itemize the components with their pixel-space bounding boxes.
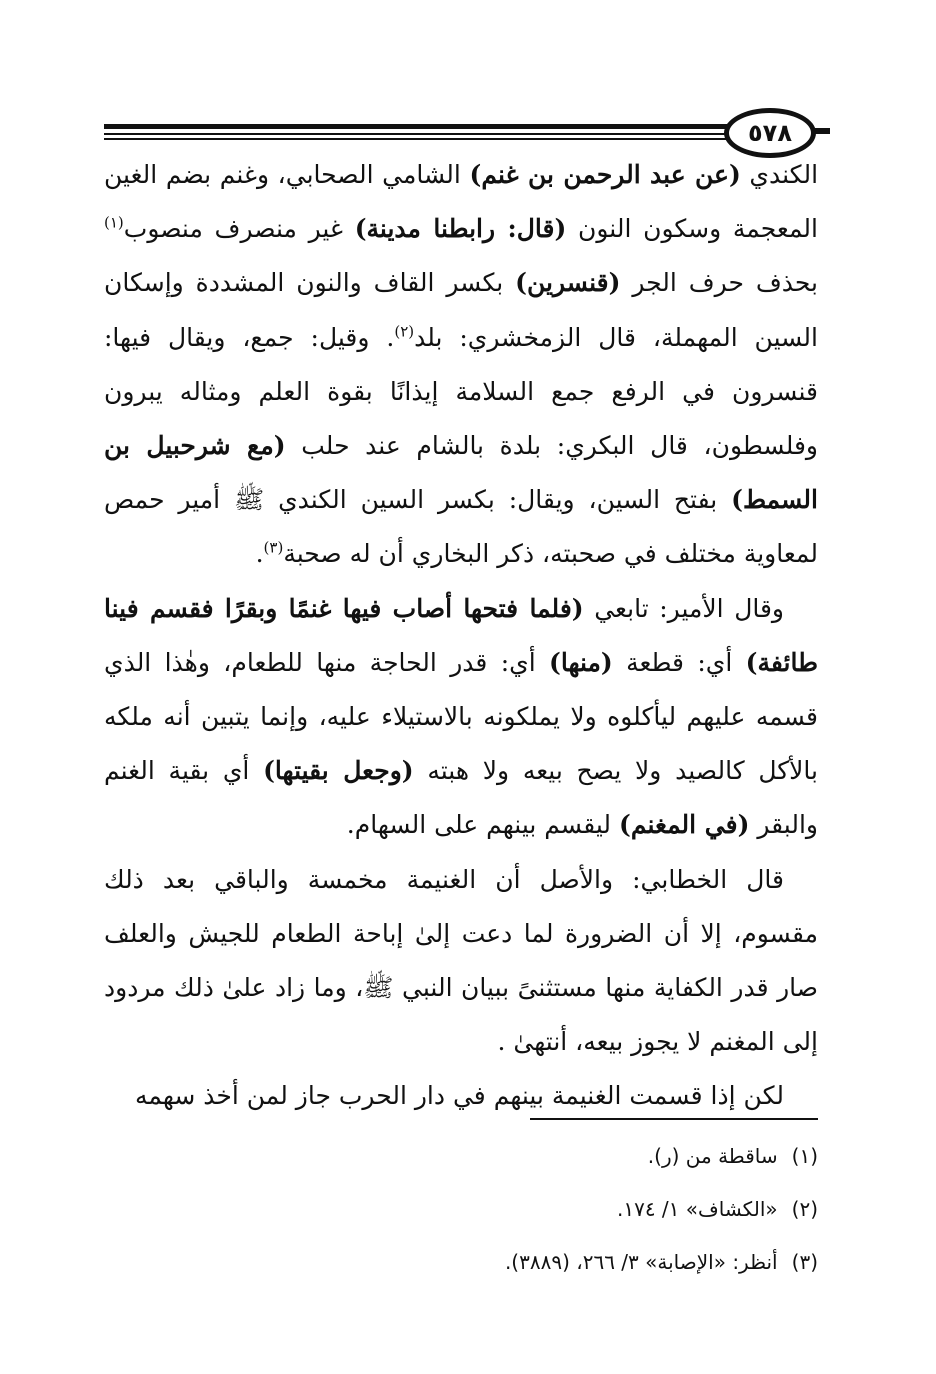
quoted-hadith-text: (عن عبد الرحمن بن غنم): [469, 160, 741, 189]
paragraph: [104, 582, 818, 853]
commentary-text: أي: قطعة: [612, 647, 746, 677]
page-number: ٥٧٨: [748, 119, 792, 147]
commentary-text: قال الخطابي: والأصل أن الغنيمة مخمسة والباقي بعد ذلك مقسوم، إلا أن الضرورة لما دعت إلىٰ إباحة الطعام للجيش والعلف صار قدر الكفاية منها مستثنىً ببيان النبي ﷺ، وما زاد علىٰ ذلك مردود إلى المغنم لا يجوز بيعه، أنتهىٰ .: [104, 864, 818, 1057]
commentary-text: الكندي: [740, 160, 819, 189]
commentary-text: .: [255, 539, 264, 569]
footnote: [104, 1183, 818, 1236]
main-text: [104, 148, 818, 1124]
footnote-text: ساقطة من (ر).: [647, 1144, 778, 1168]
commentary-text: أي: قدر الحاجة منها للطعام، وهٰذا الذي قسمه عليهم ليأكلوه ولا يملكونه بالاستيلاء عليه، وإنما يتبين أنه ملكه بالأكل كالصيد ولا يصح بيعه ولا هبته: [104, 647, 819, 786]
quoted-hadith-text: (قنسرين): [515, 268, 621, 298]
footnote-number: (٣): [791, 1250, 818, 1274]
commentary-text: بفتح السين، ويقال: بكسر السين الكندي ﷺ أمير حمص لمعاوية مختلف في صحبته، ذكر البخاري أن له صحبة: [104, 485, 818, 569]
paragraph: [104, 1069, 818, 1123]
header-rule: [104, 124, 804, 129]
footnote: [104, 1130, 818, 1183]
commentary-text: ليقسم بينهم على السهام.: [346, 810, 619, 840]
footnote-text: «الكشاف» ١/ ١٧٤.: [616, 1197, 778, 1221]
footnote-number: (١): [791, 1144, 818, 1168]
footnote-separator: [530, 1118, 818, 1120]
quoted-hadith-text: (وجعل بقيتها): [263, 756, 414, 786]
footnote-ref: (٢): [394, 322, 415, 341]
quoted-hadith-text: (منها): [549, 647, 613, 677]
footnote-ref: (١): [104, 213, 124, 232]
commentary-text: أي بقية الغنم والبقر: [104, 756, 818, 840]
footnote-ref: (٣): [263, 539, 284, 558]
commentary-text: غير منصرف منصوب: [123, 214, 355, 244]
header-rule-thin: [104, 133, 804, 135]
footnotes: [104, 1130, 818, 1289]
paragraph: [104, 853, 818, 1070]
paragraph: [104, 148, 818, 582]
footnote-text: أنظر: «الإصابة» ٣/ ٢٦٦، (٣٨٨٩).: [504, 1250, 778, 1274]
commentary-text: بكسر القاف والنون المشددة وإسكان السين المهملة، قال الزمخشري: بلد: [104, 268, 818, 352]
commentary-text: بحذف حرف الجر: [620, 268, 818, 298]
footnote-number: (٢): [791, 1197, 818, 1221]
quoted-hadith-text: (مع شرحبيل بن السمط): [104, 431, 818, 515]
quoted-hadith-text: (في المغنم): [619, 810, 750, 840]
header-rule-thin-lower: [104, 138, 804, 140]
quoted-hadith-text: (فلما فتحها أصاب فيها غنمًا وبقرًا فقسم فينا طائفة): [104, 593, 819, 677]
footnote: [104, 1236, 818, 1289]
commentary-text: الشامي الصحابي، وغنم بضم الغين المعجمة وسكون النون: [104, 160, 818, 244]
quoted-hadith-text: (قال: رابطنا مدينة): [354, 214, 567, 244]
commentary-text: لكن إذا قسمت الغنيمة بينهم في دار الحرب جاز لمن أخذ سهمه: [135, 1081, 784, 1111]
commentary-text: وقال الأمير: تابعي: [583, 593, 784, 623]
commentary-text: . وقيل: جمع، ويقال فيها: قنسرون في الرفع جمع السلامة إيذانًا بقوة العلم ومثاله يبرون وفلسطون، قال البكري: بلدة بالشام عند حلب: [104, 322, 819, 461]
